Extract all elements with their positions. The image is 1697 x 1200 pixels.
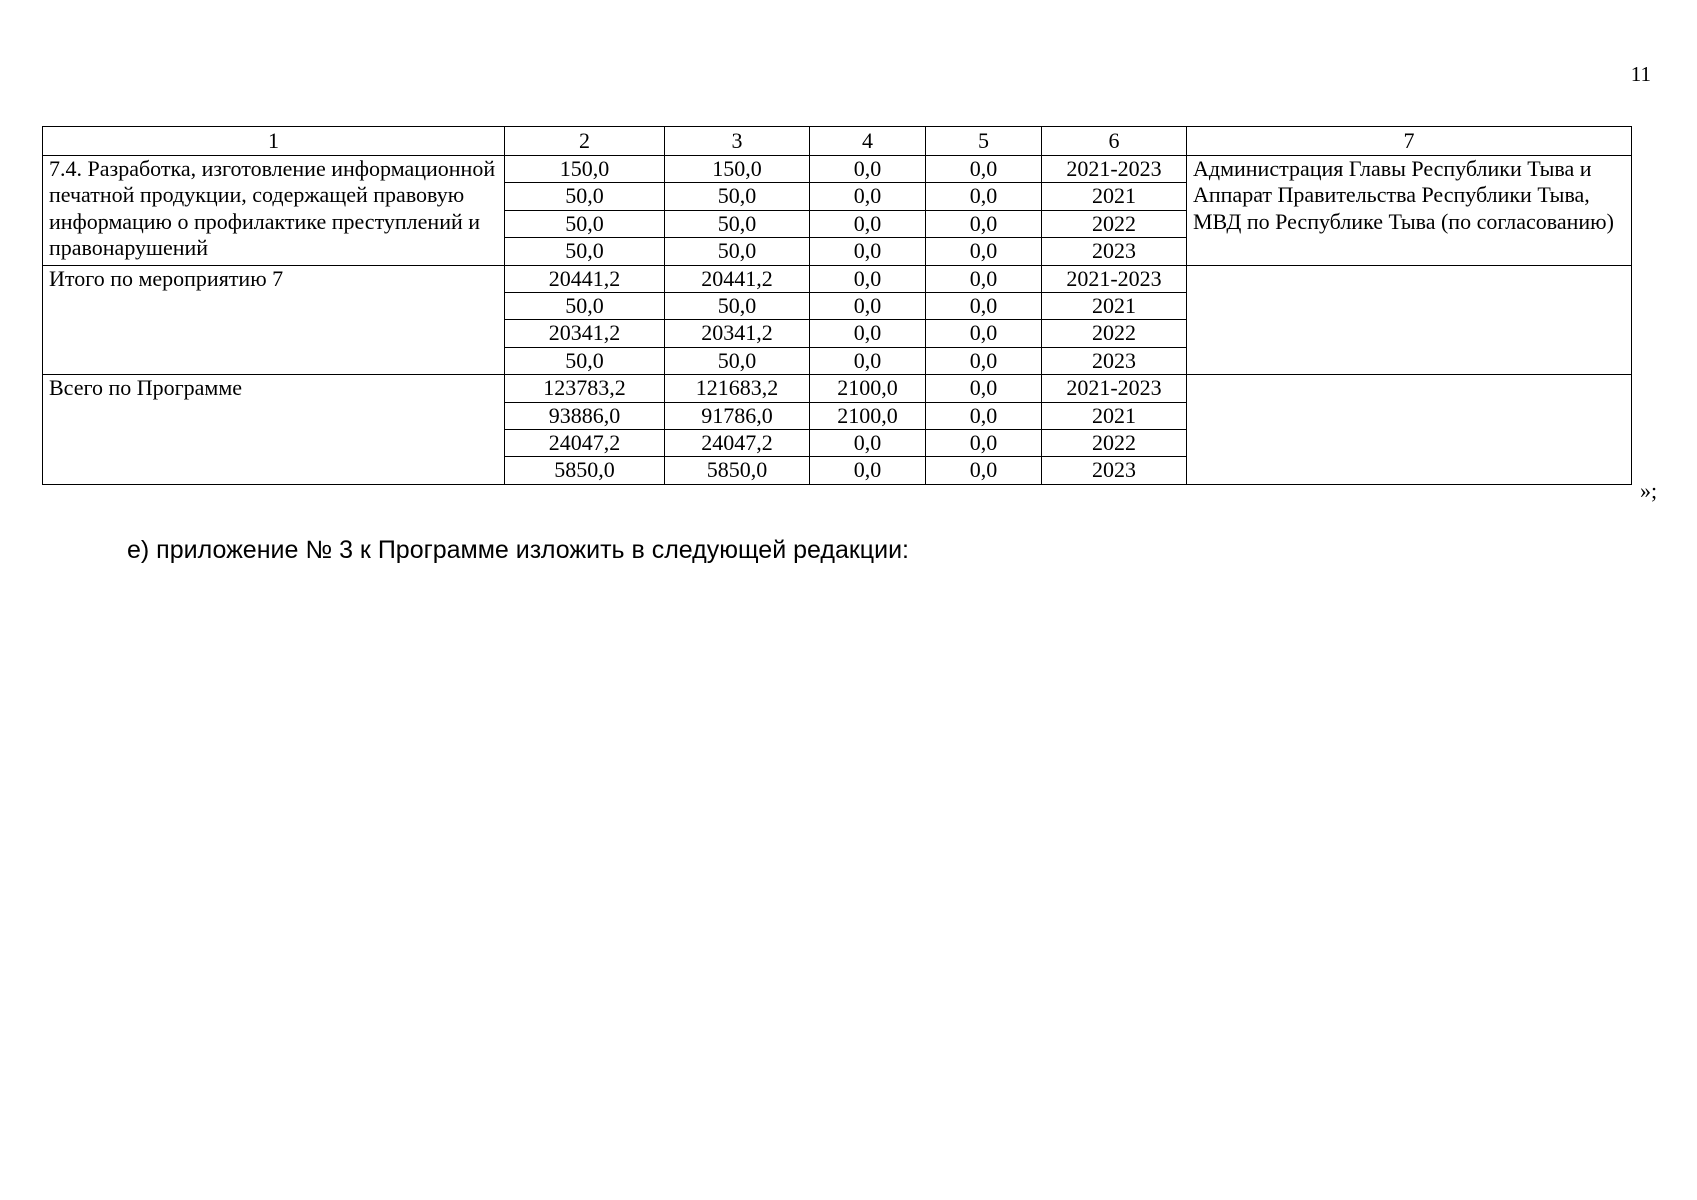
executor-cell-empty xyxy=(1187,265,1632,375)
amendment-paragraph: е) приложение № 3 к Программе изложить в следующей редакции: xyxy=(127,536,909,564)
table-cell: 0,0 xyxy=(926,320,1042,347)
table-cell: 0,0 xyxy=(926,347,1042,374)
table-cell: 50,0 xyxy=(665,347,810,374)
table-cell: 2023 xyxy=(1042,238,1187,265)
table-cell: 0,0 xyxy=(926,375,1042,402)
table-cell: 0,0 xyxy=(810,183,926,210)
table-cell: 121683,2 xyxy=(665,375,810,402)
program-financing-table xyxy=(42,126,1632,485)
table-cell: 123783,2 xyxy=(505,375,665,402)
table-cell: 0,0 xyxy=(926,238,1042,265)
table-cell: 2023 xyxy=(1042,347,1187,374)
table-cell: 20441,2 xyxy=(505,265,665,292)
table-cell: 2021 xyxy=(1042,402,1187,429)
table-cell: 0,0 xyxy=(810,320,926,347)
table-cell: 0,0 xyxy=(926,183,1042,210)
table-cell: 20441,2 xyxy=(665,265,810,292)
program-table-wrapper xyxy=(42,126,1632,485)
table-cell: 0,0 xyxy=(810,265,926,292)
table-cell: 20341,2 xyxy=(505,320,665,347)
page-number: 11 xyxy=(1630,62,1651,86)
column-header: 3 xyxy=(665,127,810,156)
table-cell: 0,0 xyxy=(810,292,926,319)
column-header: 5 xyxy=(926,127,1042,156)
total-label: Всего по Программе xyxy=(43,375,505,485)
table-cell: 50,0 xyxy=(665,238,810,265)
table-cell: 2022 xyxy=(1042,320,1187,347)
closing-quote-mark: »; xyxy=(1640,478,1658,503)
table-cell: 0,0 xyxy=(810,457,926,484)
table-cell: 0,0 xyxy=(926,429,1042,456)
activity-description: 7.4. Разработка, изготовление информационной печатной продукции, содержащей правовую информацию о профилактике преступлений и правонарушений xyxy=(43,156,505,266)
table-cell: 50,0 xyxy=(505,292,665,319)
table-cell: 20341,2 xyxy=(665,320,810,347)
table-cell: 50,0 xyxy=(505,183,665,210)
table-cell: 0,0 xyxy=(810,429,926,456)
table-cell: 5850,0 xyxy=(505,457,665,484)
column-header: 2 xyxy=(505,127,665,156)
table-cell: 50,0 xyxy=(665,292,810,319)
table-row xyxy=(43,156,1632,183)
table-cell: 0,0 xyxy=(926,457,1042,484)
table-header-row xyxy=(43,127,1632,156)
table-cell: 5850,0 xyxy=(665,457,810,484)
column-header: 7 xyxy=(1187,127,1632,156)
table-cell: 2021-2023 xyxy=(1042,265,1187,292)
table-cell: 0,0 xyxy=(926,292,1042,319)
table-cell: 50,0 xyxy=(505,210,665,237)
table-cell: 150,0 xyxy=(665,156,810,183)
table-cell: 2100,0 xyxy=(810,402,926,429)
table-cell: 2022 xyxy=(1042,210,1187,237)
column-header: 6 xyxy=(1042,127,1187,156)
column-header: 4 xyxy=(810,127,926,156)
table-cell: 0,0 xyxy=(926,156,1042,183)
table-cell: 93886,0 xyxy=(505,402,665,429)
table-cell: 50,0 xyxy=(665,183,810,210)
table-cell: 0,0 xyxy=(926,210,1042,237)
table-cell: 0,0 xyxy=(926,265,1042,292)
subtotal-label: Итого по мероприятию 7 xyxy=(43,265,505,375)
table-cell: 2022 xyxy=(1042,429,1187,456)
table-cell: 0,0 xyxy=(810,347,926,374)
table-cell: 0,0 xyxy=(810,238,926,265)
table-cell: 150,0 xyxy=(505,156,665,183)
table-cell: 24047,2 xyxy=(505,429,665,456)
table-cell: 2021 xyxy=(1042,292,1187,319)
table-cell: 50,0 xyxy=(505,238,665,265)
executor-cell-empty xyxy=(1187,375,1632,485)
table-cell: 0,0 xyxy=(926,402,1042,429)
table-cell: 2021-2023 xyxy=(1042,375,1187,402)
column-header: 1 xyxy=(43,127,505,156)
table-cell: 2021 xyxy=(1042,183,1187,210)
executor-cell: Администрация Главы Республики Тыва и Аппарат Правительства Республики Тыва, МВД по Республике Тыва (по согласованию) xyxy=(1187,156,1632,266)
table-cell: 0,0 xyxy=(810,210,926,237)
table-cell: 91786,0 xyxy=(665,402,810,429)
table-cell: 2023 xyxy=(1042,457,1187,484)
table-cell: 0,0 xyxy=(810,156,926,183)
table-cell: 24047,2 xyxy=(665,429,810,456)
table-row xyxy=(43,375,1632,402)
table-cell: 2100,0 xyxy=(810,375,926,402)
table-cell: 50,0 xyxy=(505,347,665,374)
table-row xyxy=(43,265,1632,292)
table-cell: 2021-2023 xyxy=(1042,156,1187,183)
table-cell: 50,0 xyxy=(665,210,810,237)
